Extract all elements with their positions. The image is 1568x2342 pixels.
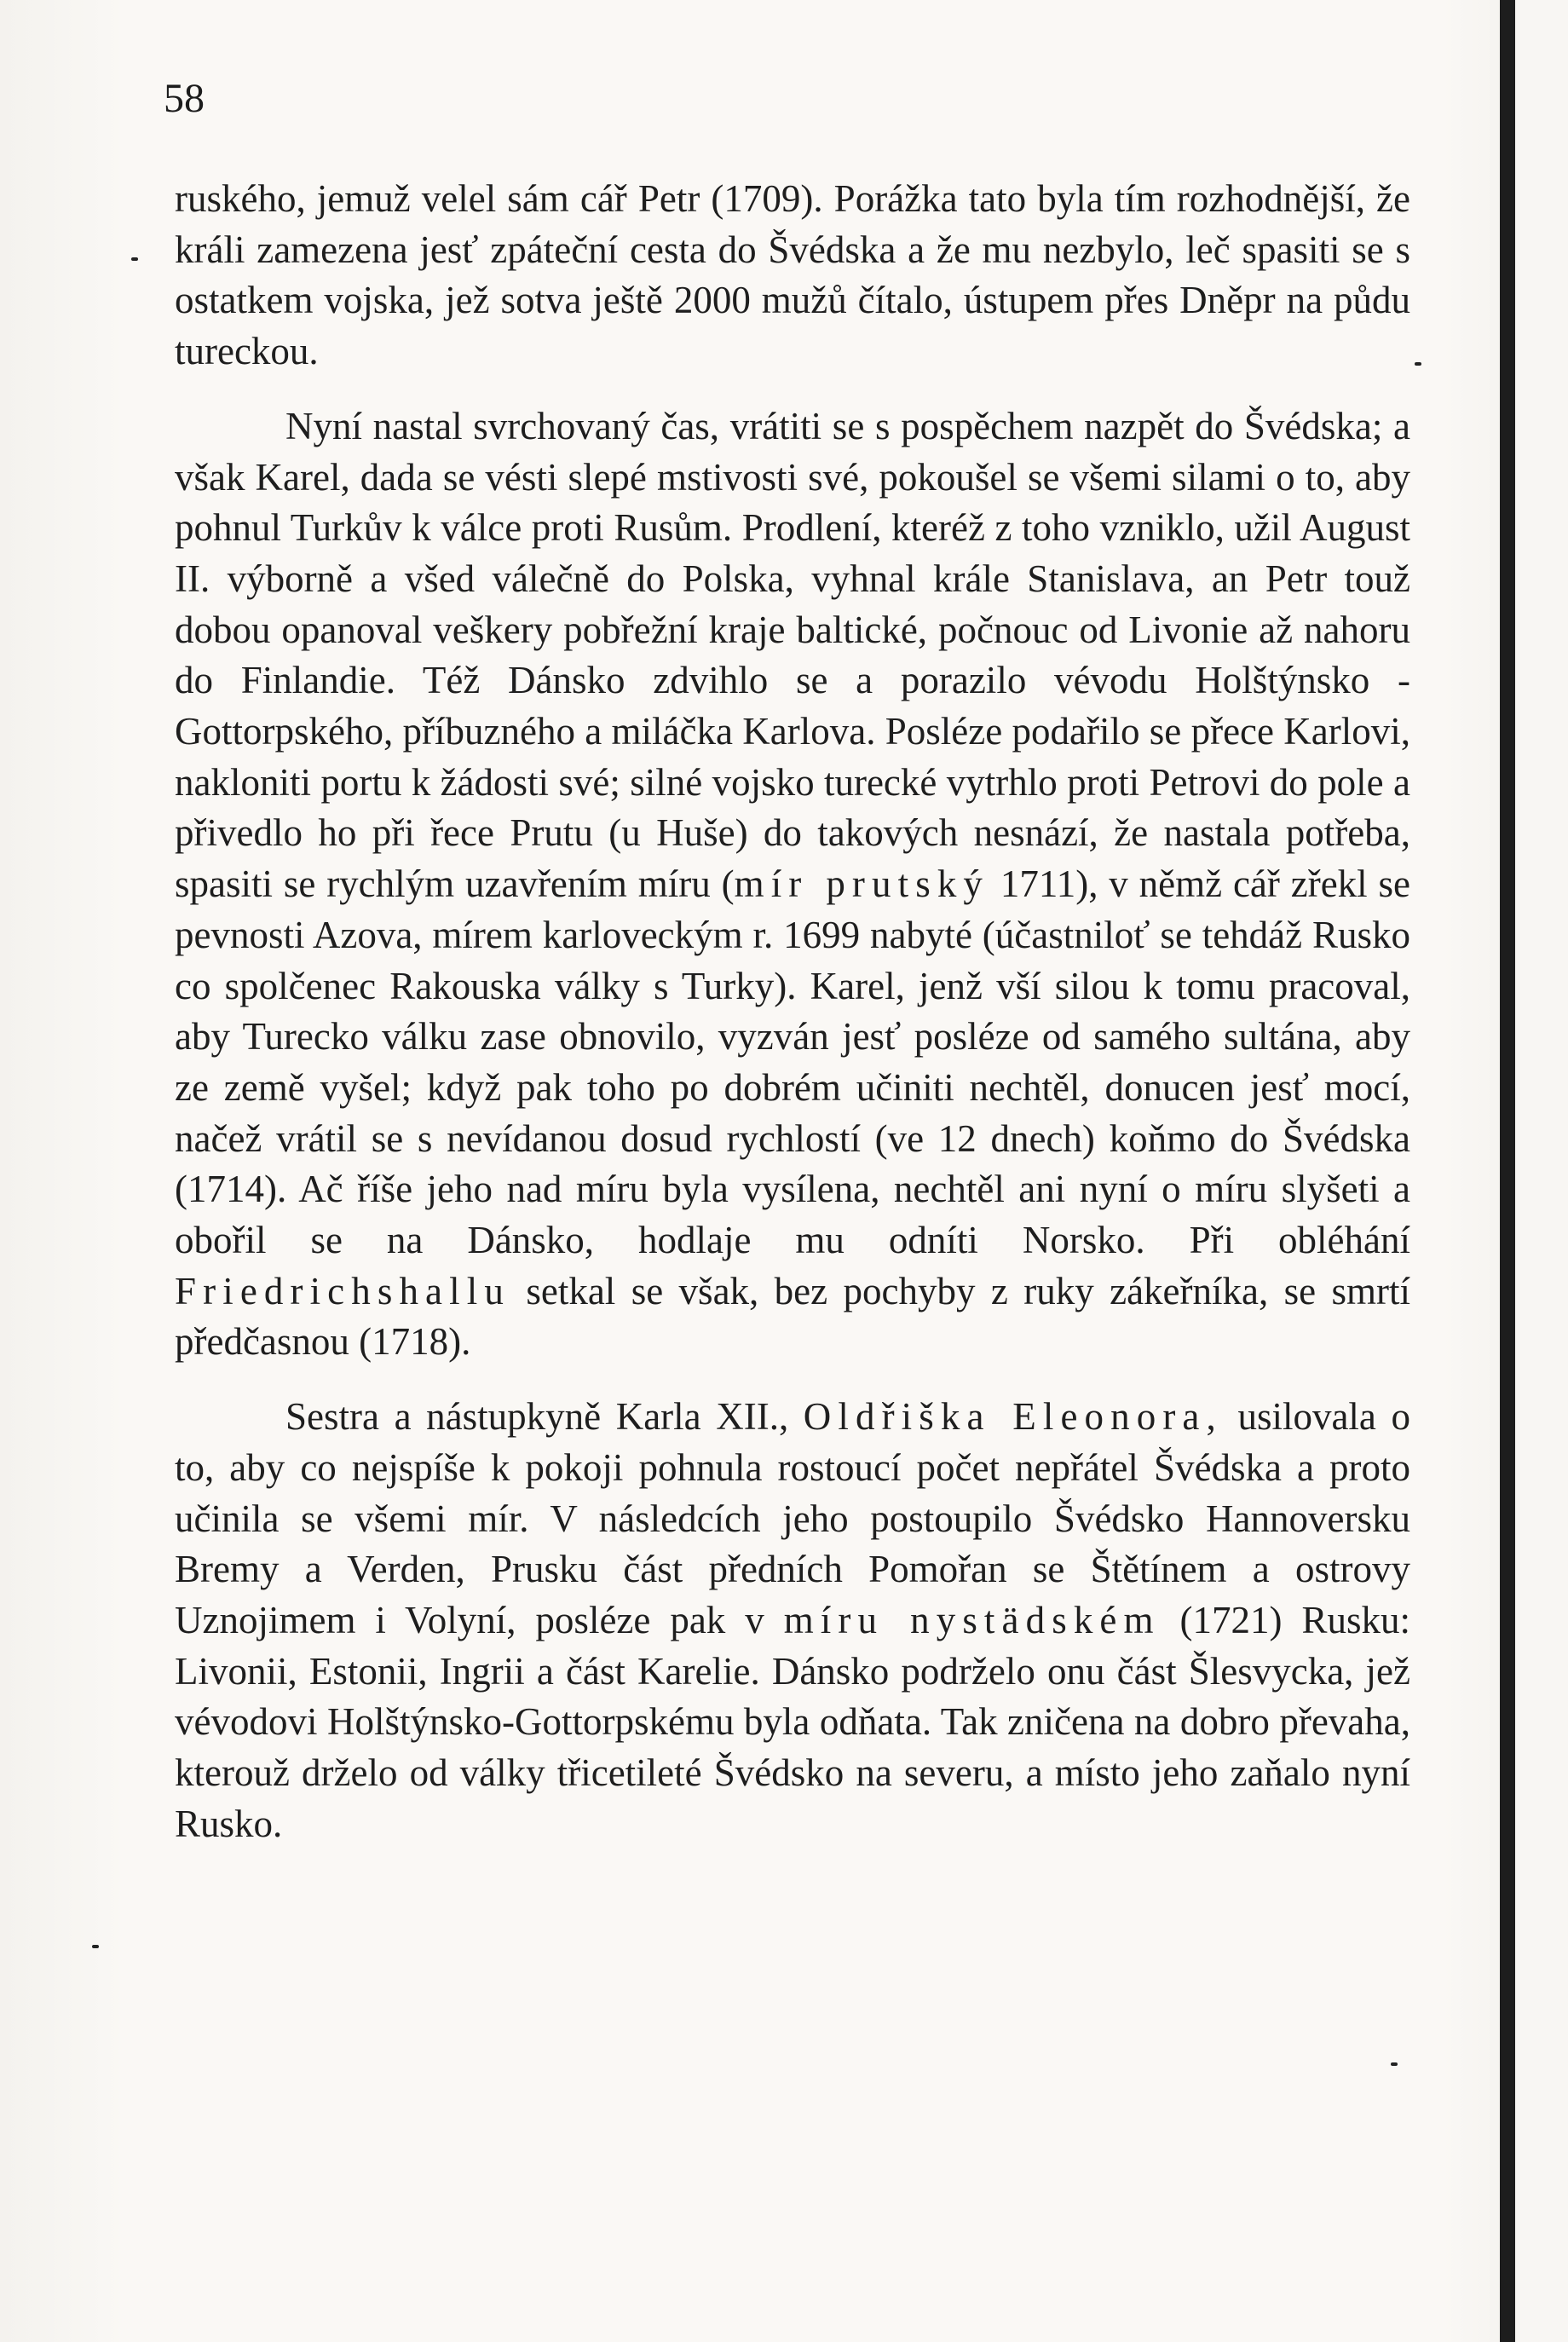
- emphasis-miru-nystadskem: míru nystädském: [783, 1598, 1161, 1641]
- paragraph-3: [175, 1392, 1410, 1849]
- page-edge-paper: [1515, 0, 1568, 2342]
- scan-speck: [92, 1945, 99, 1948]
- paragraph-3-text-a: Sestra a nástupkyně Karla XII.,: [285, 1395, 804, 1439]
- emphasis-friedrichshallu: Friedrichshallu: [175, 1269, 510, 1312]
- body-text: [175, 174, 1410, 1850]
- paragraph-2-text-a: Nyní nastal svrchovaný čas, vrátiti se s pospěchem nazpět do Švédska; a však Karel, dada se vésti slepé mstivosti své, pokoušel se všemi silami o to, aby pohnul Turkův k válce proti Rusům. Prodlení, kteréž z toho vzniklo, užil August II. výborně a všed válečně do Polska, vyhnal krále Stanislava, an Petr touž dobou opanoval veškery pobřežní kraje baltické, počnouc od Livonie až nahoru do Finlandie. Též Dánsko zdvihlo se a porazilo vévodu Holštýnsko - Gottorpského, příbuzného a miláčka Karlova. Posléze podařilo se přece Karlovi, nakloniti portu k žádosti své; silné vojsko turecké vytrhlo proti Petrovi do pole a přivedlo ho při řece Prutu (u Huše) do takových nesnází, že nastala potřeba, spasiti se rychlým uzavřením míru (: [175, 404, 1410, 906]
- page-number: 58: [164, 76, 205, 121]
- paragraph-1-text: ruského, jemuž velel sám cář Petr (1709). Porážka tato byla tím rozhodnější, že králi zamezena jesť zpáteční cesta do Švédska a že mu nezbylo, leč spasiti se s ostatkem vojska, jež sotva ještě 2000 mužů čítalo, ústupem přes Dněpr na půdu tureckou.: [175, 177, 1410, 373]
- page-edge-shadow: [1500, 0, 1515, 2342]
- scan-speck: [1391, 2062, 1398, 2066]
- emphasis-mir-prutsky: mír prutský: [734, 862, 990, 906]
- paragraph-2-text-c: setkal se však, bez pochyby z ruky zákeřníka, se smrtí předčasnou (1718).: [175, 1269, 1410, 1364]
- paragraph-3-text-b: usilovala o to, aby co nejspíše k pokoji pohnula rostoucí počet nepřátel Švédska a proto učinila se všemi mír. V následcích jeho postoupilo Švédsko Hannoversku Bremy a Verden, Prusku část předních Pomořan se Štětínem a ostrovy Uznojimem i Volyní, posléze pak v: [175, 1395, 1411, 1641]
- paragraph-2: [175, 401, 1410, 1368]
- paragraph-3-text-c: (1721) Rusku: Livonii, Estonii, Ingrii a část Karelie. Dánsko podrželo onu část Šlesvycka, jež vévodovi Holštýnsko-Gottorpskému byla odňata. Tak zničena na dobro převaha, kterouž drželo od války třicetileté Švédsko na severu, a místo jeho zaňalo nyní Rusko.: [175, 1598, 1411, 1845]
- paragraph-1: [175, 174, 1410, 378]
- emphasis-oldriska-eleonora: Oldřiška Eleonora,: [803, 1395, 1223, 1439]
- paragraph-2-text-b: 1711), v němž cář zřekl se pevnosti Azova, mírem karloveckým r. 1699 nabyté (účastniloť se tehdáž Rusko co spolčenec Rakouska války s Turky). Karel, jenž vší silou k tomu pracoval, aby Turecko válku zase obnovilo, vyzván jesť posléze od samého sultána, aby ze země vyšel; když pak toho po dobrém učiniti nechtěl, donucen jesť mocí, načež vrátil se s nevídanou dosud rychlostí (ve 12 dnech) koňmo do Švédska (1714). Ač říše jeho nad míru byla vysílena, nechtěl ani nyní o míru slyšeti a obořil se na Dánsko, hodlaje mu odníti Norsko. Při obléhání: [175, 862, 1411, 1262]
- scan-speck: [1415, 362, 1421, 366]
- scan-speck: [131, 257, 138, 261]
